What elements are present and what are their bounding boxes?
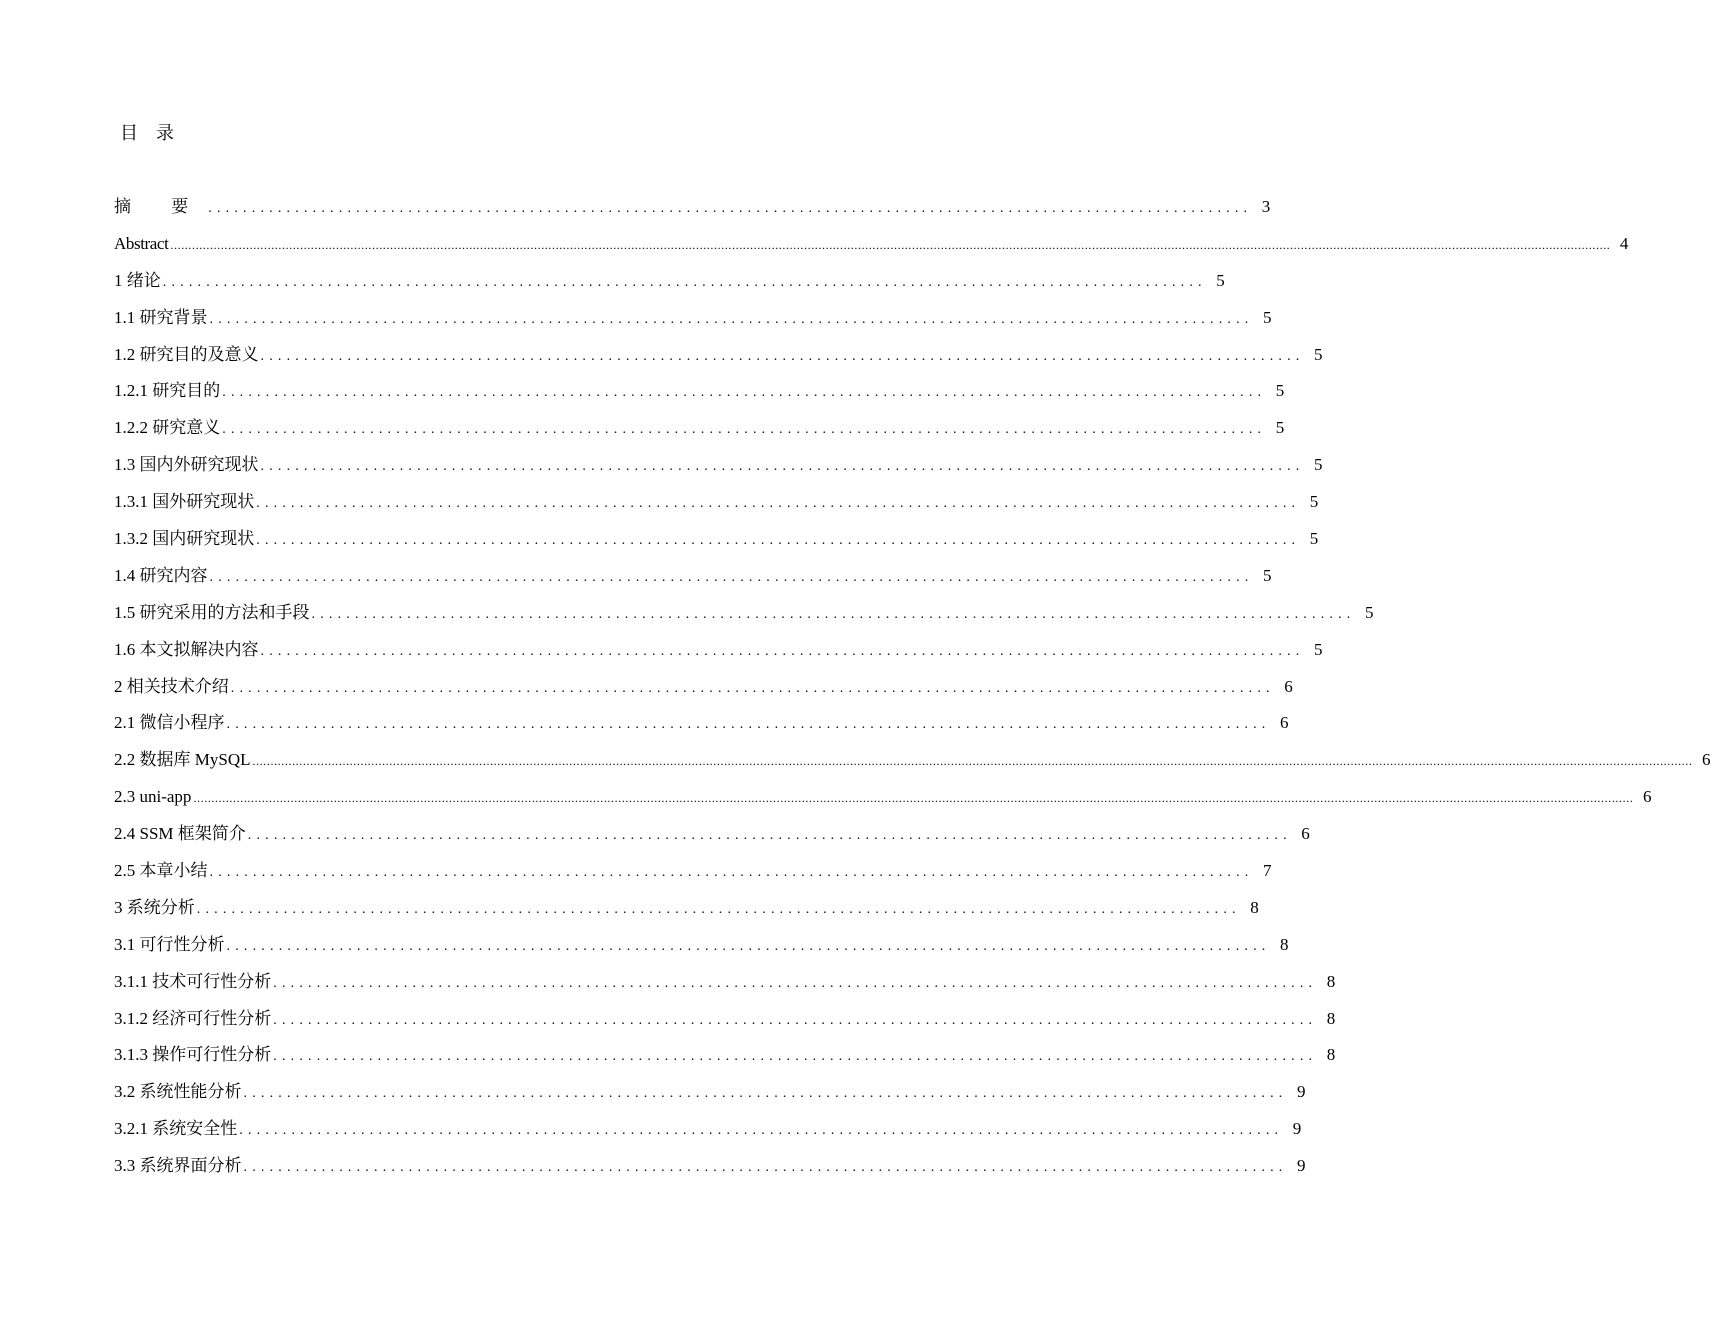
toc-entry[interactable]: [114, 266, 1225, 303]
toc-entry-label: 1.2.2 研究意义: [114, 418, 221, 438]
toc-entry[interactable]: [114, 819, 1310, 856]
toc-page-number: 7: [1263, 861, 1272, 881]
toc-entry[interactable]: [114, 524, 1319, 561]
toc-page-number: 4: [1619, 233, 1629, 253]
toc-page-number: 6: [1284, 676, 1293, 696]
toc-leader-dots: ................................................................................................................................................................................................................................................................................................................................................................................................................: [193, 791, 1634, 806]
toc-leader-dots: ........................................................................................................................: [256, 533, 1301, 549]
toc-leader-dots: ........................................................................................................................: [222, 422, 1267, 438]
toc-page-number: 5: [1314, 639, 1323, 659]
toc-entry-label: 2.3 uni-app: [114, 787, 192, 807]
toc-page-number: 6: [1280, 713, 1289, 733]
toc-leader-dots: ........................................................................................................................: [226, 717, 1271, 733]
toc-entry-label: 2 相关技术介绍: [114, 676, 229, 696]
toc-entry[interactable]: [114, 745, 1710, 782]
toc-entry[interactable]: [114, 1040, 1336, 1077]
toc-entry[interactable]: [114, 376, 1285, 413]
toc-entry-label: 1.2 研究目的及意义: [114, 344, 259, 364]
toc-entry-label: 2.4 SSM 框架简介: [114, 824, 246, 844]
toc-entry[interactable]: [114, 1114, 1302, 1151]
toc-leader-dots: ........................................................................................................................: [273, 975, 1318, 991]
toc-entry-label: 2.5 本章小结: [114, 861, 208, 881]
toc-leader-dots: ........................................................................................................................: [260, 348, 1305, 364]
toc-leader-dots: ........................................................................................................................: [209, 865, 1254, 881]
toc-leader-dots: ........................................................................................................................: [209, 569, 1254, 585]
toc-page-number: 6: [1701, 750, 1710, 770]
toc-entry[interactable]: [114, 413, 1285, 450]
toc-entry[interactable]: [114, 635, 1323, 672]
toc-page-number: 5: [1263, 307, 1272, 327]
toc-page-number: 6: [1301, 824, 1310, 844]
toc-leader-dots: ........................................................................................................................: [222, 385, 1267, 401]
table-of-contents: [114, 192, 1710, 1188]
toc-entry-label: 3.3 系统界面分析: [114, 1156, 242, 1176]
toc-page-number: 5: [1309, 492, 1319, 512]
toc-leader-dots: ........................................................................................................................: [162, 274, 1207, 290]
toc-entry[interactable]: [114, 1151, 1306, 1188]
toc-entry-label: 1.6 本文拟解决内容: [114, 639, 259, 659]
toc-leader-dots: ........................................................................................................................: [260, 459, 1305, 475]
toc-entry-label: 3 系统分析: [114, 897, 195, 917]
toc-leader-dots: ........................................................................................................................: [243, 1160, 1288, 1176]
toc-entry-label: 1.5 研究采用的方法和手段: [114, 602, 310, 622]
toc-entry-label: 3.1.1 技术可行性分析: [114, 971, 272, 991]
toc-entry-label: 3.1 可行性分析: [114, 934, 225, 954]
toc-entry-label: 2.2 数据库 MySQL: [114, 750, 251, 770]
toc-leader-dots: ........................................................................................................................: [209, 311, 1254, 327]
toc-entry-label: Abstract: [114, 233, 169, 253]
toc-entry[interactable]: [114, 303, 1272, 340]
toc-leader-dots: ........................................................................................................................: [260, 643, 1305, 659]
toc-page-number: 9: [1297, 1156, 1306, 1176]
toc-leader-dots: ........................................................................................................................: [230, 680, 1275, 696]
toc-page-number: 8: [1250, 897, 1259, 917]
toc-entry-label: 1.3 国内外研究现状: [114, 455, 259, 475]
toc-page-number: 5: [1275, 418, 1285, 438]
toc-entry-label: 3.2.1 系统安全性: [114, 1119, 238, 1139]
toc-entry[interactable]: [114, 561, 1272, 598]
toc-entry[interactable]: [114, 487, 1319, 524]
toc-leader-dots: ........................................................................................................................: [247, 828, 1292, 844]
toc-entry[interactable]: [114, 930, 1289, 967]
toc-entry[interactable]: [114, 1077, 1306, 1114]
toc-entry[interactable]: [114, 782, 1652, 819]
toc-entry[interactable]: [114, 229, 1629, 266]
toc-entry-label: 1.2.1 研究目的: [114, 381, 221, 401]
toc-leader-dots: ................................................................................................................................................................................................................................................................................................................................................................................................................: [170, 237, 1611, 252]
toc-entry[interactable]: [114, 672, 1293, 709]
toc-page-number: 3: [1261, 197, 1271, 216]
toc-leader-dots: ........................................................................................................................: [243, 1086, 1288, 1102]
toc-entry[interactable]: [114, 856, 1272, 893]
toc-page-number: 6: [1642, 787, 1652, 807]
toc-entry-label: 1 绪论: [114, 270, 161, 290]
toc-entry-label: 1.3.2 国内研究现状: [114, 529, 255, 549]
toc-leader-dots: ........................................................................................................................: [273, 1049, 1318, 1065]
toc-leader-dots: ........................................................................................................................: [208, 201, 1253, 216]
toc-entry[interactable]: [114, 967, 1336, 1004]
toc-entry-label: 1.3.1 国外研究现状: [114, 492, 255, 512]
toc-entry[interactable]: [114, 708, 1289, 745]
toc-page-number: 5: [1314, 344, 1323, 364]
toc-page-number: 5: [1263, 565, 1272, 585]
toc-entry[interactable]: [114, 893, 1259, 930]
toc-page-number: 5: [1365, 602, 1374, 622]
toc-page-number: 9: [1297, 1082, 1306, 1102]
toc-entry[interactable]: [114, 192, 1271, 229]
toc-leader-dots: ........................................................................................................................: [226, 938, 1271, 954]
toc-entry-label: 摘 要: [114, 197, 207, 216]
toc-entry[interactable]: [114, 450, 1323, 487]
toc-leader-dots: ........................................................................................................................: [311, 606, 1356, 622]
toc-page-number: 5: [1314, 455, 1323, 475]
toc-entry[interactable]: [114, 598, 1374, 635]
toc-title: 目录: [120, 123, 192, 143]
toc-entry-label: 1.4 研究内容: [114, 565, 208, 585]
toc-entry[interactable]: [114, 340, 1323, 377]
toc-entry-label: 2.1 微信小程序: [114, 713, 225, 733]
toc-leader-dots: ........................................................................................................................: [196, 901, 1241, 917]
toc-page-number: 5: [1216, 270, 1225, 290]
toc-page-number: 5: [1309, 529, 1319, 549]
toc-entry-label: 1.1 研究背景: [114, 307, 208, 327]
toc-leader-dots: ........................................................................................................................: [239, 1123, 1284, 1139]
toc-page-number: 8: [1280, 934, 1289, 954]
toc-entry-label: 3.1.3 操作可行性分析: [114, 1045, 272, 1065]
toc-leader-dots: ........................................................................................................................: [256, 496, 1301, 512]
toc-entry-label: 3.2 系统性能分析: [114, 1082, 242, 1102]
toc-leader-dots: ................................................................................................................................................................................................................................................................................................................................................................................................................: [252, 754, 1693, 769]
toc-leader-dots: ........................................................................................................................: [273, 1012, 1318, 1028]
toc-page-number: 8: [1326, 1008, 1336, 1028]
toc-page-number: 8: [1326, 971, 1336, 991]
toc-page-number: 5: [1275, 381, 1285, 401]
toc-page-number: 9: [1292, 1119, 1302, 1139]
toc-page-number: 8: [1326, 1045, 1336, 1065]
toc-entry-label: 3.1.2 经济可行性分析: [114, 1008, 272, 1028]
toc-entry[interactable]: [114, 1004, 1336, 1041]
